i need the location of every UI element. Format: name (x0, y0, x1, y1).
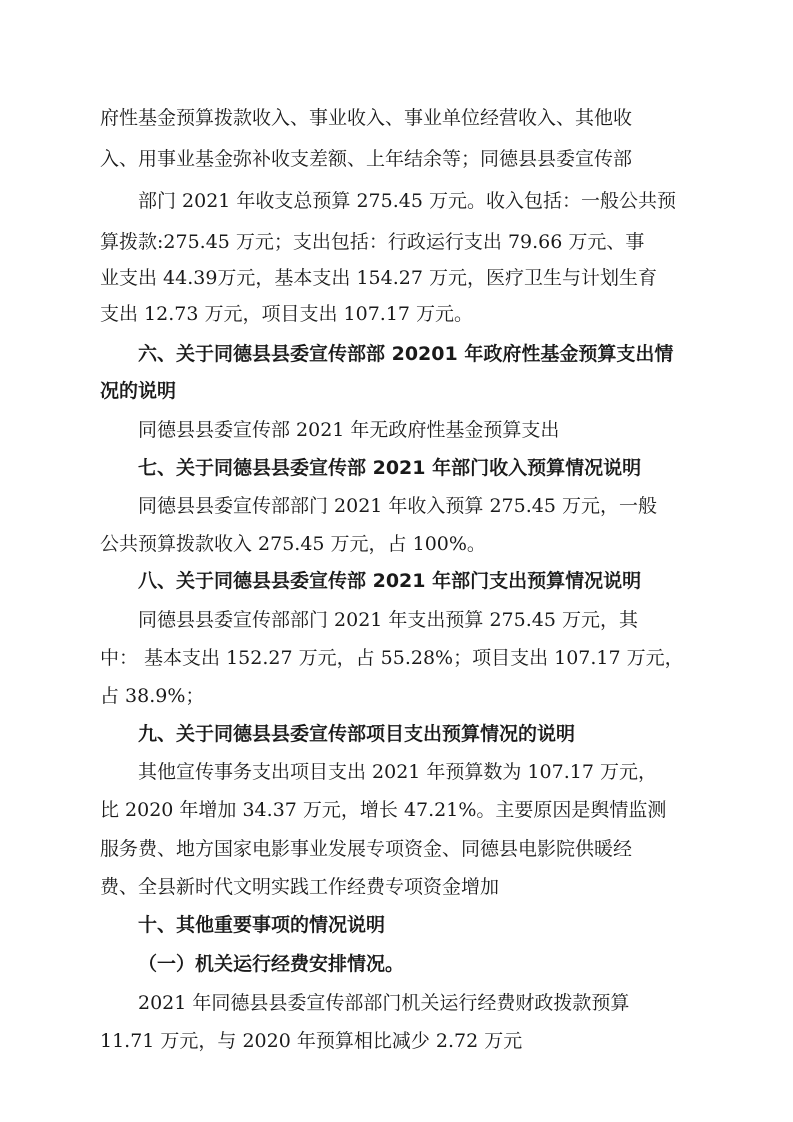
section-heading: 十、其他重要事项的情况说明 (138, 914, 386, 936)
paragraph-line: 业支出 44.39万元，基本支出 154.27 万元，医疗卫生与计划生育 (100, 267, 657, 289)
paragraph-line: 同德县县委宣传部部门 2021 年支出预算 275.45 万元，其 (138, 609, 638, 631)
paragraph-line: 同德县县委宣传部 2021 年无政府性基金预算支出 (138, 419, 560, 441)
section-heading: 九、关于同德县县委宣传部项目支出预算情况的说明 (138, 723, 576, 745)
paragraph-line: 同德县县委宣传部部门 2021 年收入预算 275.45 万元，一般 (138, 495, 657, 517)
section-heading: 七、关于同德县县委宣传部 2021 年部门收入预算情况说明 (138, 457, 642, 479)
paragraph-line: 占 38.9%； (100, 685, 205, 707)
paragraph-line: 其他宣传事务支出项目支出 2021 年预算数为 107.17 万元， (138, 761, 657, 783)
section-heading: 八、关于同德县县委宣传部 2021 年部门支出预算情况说明 (138, 570, 642, 592)
paragraph-line: 中： 基本支出 152.27 万元，占 55.28%；项目支出 107.17 万元， (100, 647, 684, 669)
paragraph-line: 2021 年同德县县委宣传部部门机关运行经费财政拨款预算 (138, 992, 630, 1014)
paragraph-line: 费、全县新时代文明实践工作经费专项资金增加 (100, 876, 500, 898)
paragraph-line: 入、用事业基金弥补收支差额、上年结余等；同德县县委宣传部 (100, 148, 633, 170)
paragraph-line: 部门 2021 年收支总预算 275.45 万元。收入包括：一般公共预 (138, 190, 676, 212)
section-heading: 况的说明 (100, 380, 177, 402)
subsection-heading: （一）机关运行经费安排情况。 (138, 953, 405, 975)
paragraph-line: 支出 12.73 万元，项目支出 107.17 万元。 (100, 303, 474, 325)
paragraph-line: 府性基金预算拨款收入、事业收入、事业单位经营收入、其他收 (100, 107, 633, 129)
paragraph-line: 11.71 万元，与 2020 年预算相比减少 2.72 万元 (100, 1030, 523, 1052)
paragraph-line: 算拨款:275.45 万元；支出包括：行政运行支出 79.66 万元、事 (100, 231, 645, 253)
paragraph-line: 公共预算拨款收入 275.45 万元，占 100%。 (100, 533, 486, 555)
paragraph-line: 比 2020 年增加 34.37 万元，增长 47.21%。主要原因是舆情监测 (100, 799, 667, 821)
section-heading: 六、关于同德县县委宣传部部 20201 年政府性基金预算支出情 (138, 343, 674, 365)
paragraph-line: 服务费、地方国家电影事业发展专项资金、同德县电影院供暖经 (100, 838, 633, 860)
